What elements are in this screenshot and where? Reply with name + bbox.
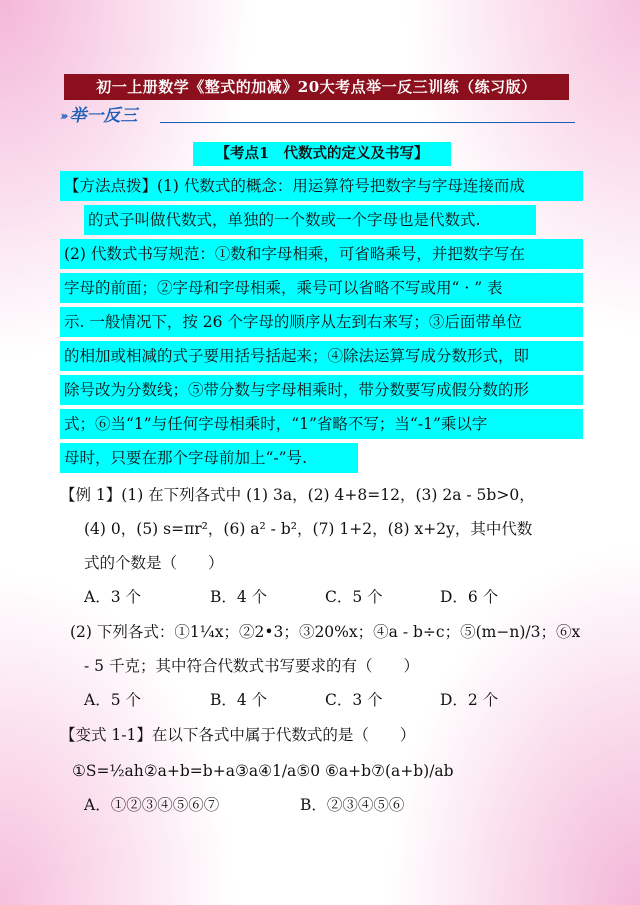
method-line: 字母的前面；②字母和字母相乘，乘号可以省略不写或用“ · ” 表 — [60, 273, 583, 303]
method-line: 的相加或相减的式子要用括号括起来；④除法运算写成分数形式，即 — [60, 341, 583, 371]
option-d: D．6 个 — [440, 588, 499, 606]
arrows-icon: ››› — [60, 109, 66, 123]
expr-item: ①S=½ah — [72, 762, 144, 780]
option-c: C．3 个 — [325, 691, 383, 709]
expr-item: ④a - b÷c — [373, 623, 445, 641]
example-1-line-1: 【例 1】(1) 在下列各式中 (1) 3a，(2) 4+8=12，(3) 2a - 5b>0， — [60, 486, 535, 504]
section-title: 【考点1 代数式的定义及书写】 — [193, 142, 451, 166]
method-line: 母时，只要在那个字母前加上“-”号. — [60, 443, 358, 473]
brand-label: 举一反三 — [69, 106, 138, 126]
question-intro: (2) 下列各式： — [70, 623, 175, 641]
question-prompt: 式的个数是（ ） — [84, 554, 224, 572]
expr-item: (2) 4+8=12 — [307, 486, 400, 504]
variant-text: 在以下各式中属于代数式的是（ ） — [151, 726, 416, 744]
option-b: B．4 个 — [210, 588, 268, 606]
example-1-q2-line-1: (2) 下列各式：①1¼x；②2•3；③20%x；④a - b÷c；⑤(m−n)/3；⑥x — [70, 623, 581, 641]
expr-item: ④1/a — [258, 762, 297, 780]
expr-item: ⑥a+b — [325, 762, 372, 780]
brand-banner — [60, 104, 170, 128]
expr-item: (3) 2a - 5b>0 — [415, 486, 520, 504]
method-line: 【方法点拨】(1) 代数式的概念：用运算符号把数字与字母连接而成 — [60, 171, 583, 201]
expr-item: ③a — [234, 762, 259, 780]
variant-question — [60, 720, 415, 750]
variant-items — [72, 756, 454, 786]
method-line: 的式子叫做代数式，单独的一个数或一个字母也是代数式. — [84, 205, 536, 235]
question-tail: ，其中代数 — [454, 520, 533, 538]
option-a: A．①②③④⑤⑥⑦ — [84, 796, 220, 814]
method-line: 示. 一般情况下，按 26 个字母的顺序从左到右来写；③后面带单位 — [60, 307, 583, 337]
brand-divider — [160, 122, 575, 123]
expr-item: ⑦(a+b)/ab — [371, 762, 454, 780]
expr-item: ⑥x — [555, 623, 581, 641]
expr-item: ⑤0 — [296, 762, 321, 780]
example-1-line-2: (4) 0，(5) s=πr²，(6) a² - b²，(7) 1+2，(8) x+2y，其中代数 — [84, 520, 533, 538]
question-tail: - 5 千克；其中符合代数式书写要求的有（ ） — [84, 657, 419, 675]
option-b: B．②③④⑤⑥ — [300, 796, 405, 814]
method-line: 式；⑥当“1”与任何字母相乘时，“1”省略不写；当“-1”乘以字 — [60, 409, 583, 439]
document-title: 初一上册数学《整式的加减》20大考点举一反三训练（练习版） — [64, 74, 569, 100]
expr-item: (5) s=πr² — [136, 520, 208, 538]
option-d: D．2 个 — [440, 691, 499, 709]
option-a: A．3 个 — [84, 588, 141, 606]
method-line: (2) 代数式书写规范：①数和字母相乘，可省略乘号，并把数字写在 — [60, 239, 583, 269]
option-b: B．4 个 — [210, 691, 268, 709]
expr-item: (6) a² - b² — [223, 520, 297, 538]
expr-item: ①1¼x — [174, 623, 224, 641]
question-intro: (1) 在下列各式中 — [121, 486, 242, 504]
expr-item: ②a+b=b+a — [143, 762, 235, 780]
expr-item: (4) 0 — [84, 520, 121, 538]
option-c: C．5 个 — [325, 588, 383, 606]
expr-item: ③20%x — [298, 623, 358, 641]
expr-item: ⑤(m−n)/3 — [460, 623, 541, 641]
variant-label: 【变式 1-1】 — [60, 726, 152, 744]
expr-item: (1) 3a — [246, 486, 293, 504]
method-line: 除号改为分数线；⑤带分数与字母相乘时，带分数要写成假分数的形 — [60, 375, 583, 405]
expr-item: (8) x+2y — [387, 520, 455, 538]
expr-item: (7) 1+2 — [312, 520, 373, 538]
option-a: A．5 个 — [84, 691, 141, 709]
expr-item: ②2•3 — [239, 623, 284, 641]
example-label: 【例 1】 — [60, 486, 122, 504]
